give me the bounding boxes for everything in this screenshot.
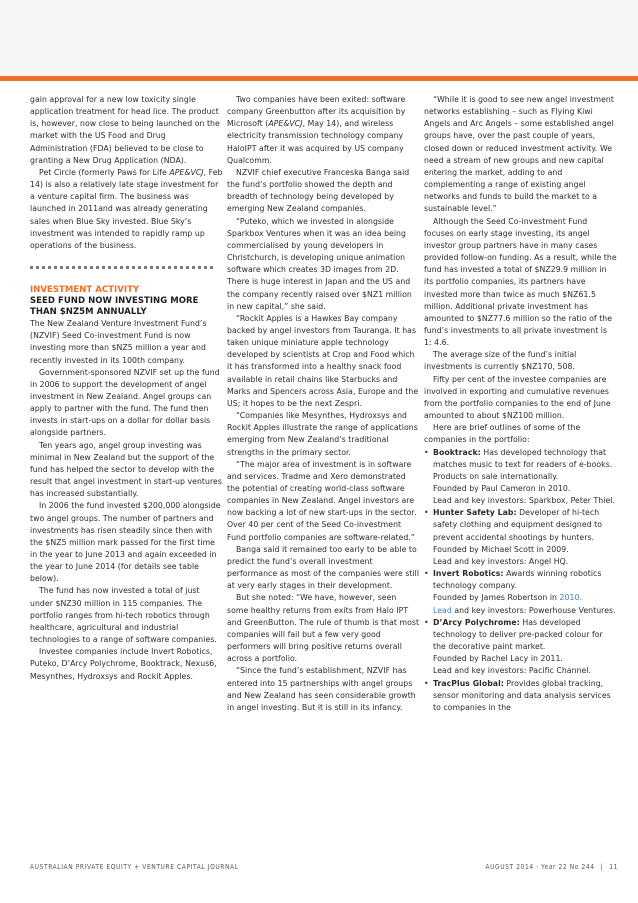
footer-separator: | xyxy=(600,863,604,871)
company-investors: Lead and key investors: Angel HQ. xyxy=(433,556,569,566)
paragraph: gain approval for a new low toxicity single application treatment for head lice. The product is, however, now close to being launched on the market with the US Food and Drug Administration (FDA) believed to be close to granting a New Drug Application (NDA). xyxy=(30,95,220,165)
company-bullet xyxy=(424,678,617,714)
journal-reference: APE&VCJ xyxy=(169,167,204,177)
paragraph: Banga said it remained too early to be able to predict the fund’s overall investment performance as most of the companies were still at very early stages in their development. xyxy=(227,544,420,591)
company-bullet xyxy=(424,617,617,653)
paragraph: “Companies like Mesynthes, Hydroxsys and Rockit Apples illustrate the range of applications emerging from New Zealand’s traditional strengths in the primary sector. xyxy=(227,411,418,457)
paragraph: Government-sponsored NZVIF set up the fund in 2006 to support the development of angel investment in New Zealand. Angel groups can apply to partner with the fund. The fund then invests in start-ups on a dollar for dollar basis alongside partners. xyxy=(30,367,220,438)
bullet-icon: • xyxy=(424,678,429,688)
company-description: Has developed technology to deliver pre-packed colour for the decorative paint market. xyxy=(433,617,603,652)
company-investors: Lead and key investors: Pacific Channel. xyxy=(433,666,592,676)
paragraph: “Rockit Apples is a Hawkes Bay company backed by angel investors from Tauranga. It has taken unique miniature apple technology developed by scientists at Crop and Food which it has transformed into a healthy snack food available in retail chains like Starbucks and Marks and Spencers across Asia, Europe and the US; it hopes to be the next Zespri. xyxy=(227,313,419,408)
company-founded: Founded by Michael Scott in 2009. xyxy=(433,544,569,554)
year-link[interactable]: 2010. xyxy=(559,593,582,603)
paragraph: Although the Seed Co-investment Fund focuses on early stage investing, its angel investor group partners have in many cases provided follow-on funding. As a result, while the fund has invested a total of $NZ29.9 million in its portfolio companies, its partners have invested more than twice as much $NZ61.5 million. Additional private investment has amounted to $NZ77.6 million so the ratio of the fund’s investments to all private investment is 1: 4.6. xyxy=(424,216,617,348)
lead-link[interactable]: Lead xyxy=(433,605,452,615)
article-column-3 xyxy=(424,94,617,714)
issue-info: AUGUST 2014 · Year 22 No 244 xyxy=(485,863,595,871)
article-column-2 xyxy=(227,94,420,714)
issue-and-page xyxy=(485,863,618,871)
journal-name: AUSTRALIAN PRIVATE EQUITY + VENTURE CAPITAL JOURNAL xyxy=(30,863,239,871)
paragraph: The average size of the fund’s initial investments is currently $NZ170, 508. xyxy=(424,350,577,372)
journal-reference: APE&VCJ xyxy=(268,119,303,129)
paragraph: Ten years ago, angel group investing was minimal in New Zealand but the support of the fund has helped the sector to develop with the result that angel investment in start-up ventures has increased substantially. xyxy=(30,440,222,499)
bullet-icon: • xyxy=(424,508,429,518)
paragraph: In 2006 the fund invested $200,000 alongside two angel groups. The number of partners and investments has risen steadily since then with the $NZ5 million mark passed for the first time in the year to June 2013 and again exceeded in the year to June 2014 (for details see table below). xyxy=(30,501,221,584)
company-bullet xyxy=(424,447,617,483)
section-title: INVESTMENT ACTIVITY xyxy=(30,285,140,296)
paragraph: “Puteko, which we invested in alongside Sparkbox Ventures when it was an idea being commercialised by young developers in Christchurch, is developing unique animation software which creates 3D images from 2D. There is huge interest in Japan and the US and the company recently raised over $NZ1 million in new capital,” she said. xyxy=(227,216,412,311)
page-header-band xyxy=(0,0,638,76)
company-bullet xyxy=(424,507,617,543)
bullet-icon: • xyxy=(424,617,429,627)
paragraph: Fifty per cent of the investee companies are involved in exporting and cumulative revenues from the portfolio companies to the end of June amounted to about $NZ100 million. xyxy=(424,374,611,421)
article-column-1 xyxy=(30,94,223,683)
section-subtitle: SEED FUND NOW INVESTING MORE THAN $NZ5M ANNUALLY xyxy=(30,296,199,318)
company-bullet xyxy=(424,568,617,592)
paragraph: NZVIF chief executive Franceska Banga said the fund’s portfolio showed the depth and breadth of technology being developed by emerging New Zealand companies. xyxy=(227,167,410,214)
company-name: Hunter Safety Lab: xyxy=(433,508,517,518)
company-investors: Lead and key investors: Sparkbox, Peter Thiel. xyxy=(433,496,615,506)
company-description: Provides global tracking, sensor monitoring and data analysis services to companies in the xyxy=(433,678,611,712)
paragraph: But she noted: “We have, however, seen some healthy returns from exits from Halo IPT and GreenButton. The rule of thumb is that most companies will fail but a few very good performers will bring positive returns overall across a portfolio. xyxy=(227,593,420,664)
bullet-icon: • xyxy=(424,447,429,457)
accent-rule xyxy=(0,76,638,81)
paragraph: Pet Circle (formerly Paws for Life APE&VCJ, Feb 14) is also a relatively late stage investment for a venture capital firm. The business was launched in 2011and was already generating sales when Blue Sky invested. Blue Sky’s investment was intended to rapidly ramp up operations of the business. xyxy=(30,167,223,250)
company-description: Awards winning robotics technology company. xyxy=(433,569,602,591)
company-founded: Founded by Rachel Lacy in 2011. xyxy=(433,654,563,664)
bullet-icon: • xyxy=(424,569,429,579)
company-name: D’Arcy Polychrome: xyxy=(433,617,520,627)
paragraph: The fund has now invested a total of just under $NZ30 million in 115 companies. The portfolio ranges from hi-tech robotics through healthcare, agricultural and industrial technologies to a range of software companies. xyxy=(30,586,217,645)
company-investors: Lead and key investors: Powerhouse Ventures. xyxy=(433,605,616,615)
paragraph: “The major area of investment is in software and services. Tradme and Xero demonstrated the potential of creating world-class software companies in New Zealand. Angel investors are now backing a lot of new start-ups in the sector. Over 40 per cent of the Seed Co-investment Fund portfolio companies are software-related.” xyxy=(227,459,417,542)
company-name: TracPlus Global: xyxy=(433,678,504,688)
dotted-divider xyxy=(30,266,213,269)
company-founded: Founded by Paul Cameron in 2010. xyxy=(433,484,571,493)
company-description: Has developed technology that matches music to text for readers of e-books. Products on sale internationally. xyxy=(433,447,613,481)
paragraph: “Since the fund’s establishment, NZVIF has entered into 15 partnerships with angel groups and New Zealand has seen considerable growth in angel investing. But it is still in its infancy. xyxy=(227,666,416,712)
paragraph: The New Zealand Venture Investment Fund’s (NZVIF) Seed Co-investment Fund is now investing more than $NZ5 million a year and recently invested in its 100th company. xyxy=(30,319,207,365)
paragraph: “While it is good to see new angel investment networks establishing – such as Flying Kiwi Angels and Arc Angels – some established angel groups have, over the past couple of years, closed down or reduced investment activity. We need a stream of new groups and new capital entering the market, adding to and complementing a range of existing angel networks and funds to build the market to a sustainable level.” xyxy=(424,95,614,214)
paragraph: Investee companies include Invert Robotics, Puteko, D’Arcy Polychrome, Booktrack, Nexus6, Mesynthes, Hydroxsys and Rockit Apples. xyxy=(30,647,217,681)
company-founded: Founded by James Robertson in 2010. xyxy=(433,593,582,603)
paragraph: Two companies have been exited: software company Greenbutton after its acquisition by Microsoft (APE&VCJ, May 14), and wireless electricity transmission technology company HaloIPT after it was acquired by US company Qualcomm. xyxy=(227,95,406,165)
paragraph: Here are brief outlines of some of the companies in the portfolio: xyxy=(424,423,581,445)
page-number: 11 xyxy=(609,863,618,871)
company-description: Developer of hi-tech safety clothing and equipment designed to prevent accidental shootings by hunters. xyxy=(433,508,603,542)
company-name: Booktrack: xyxy=(433,447,481,457)
company-name: Invert Robotics: xyxy=(433,569,504,579)
